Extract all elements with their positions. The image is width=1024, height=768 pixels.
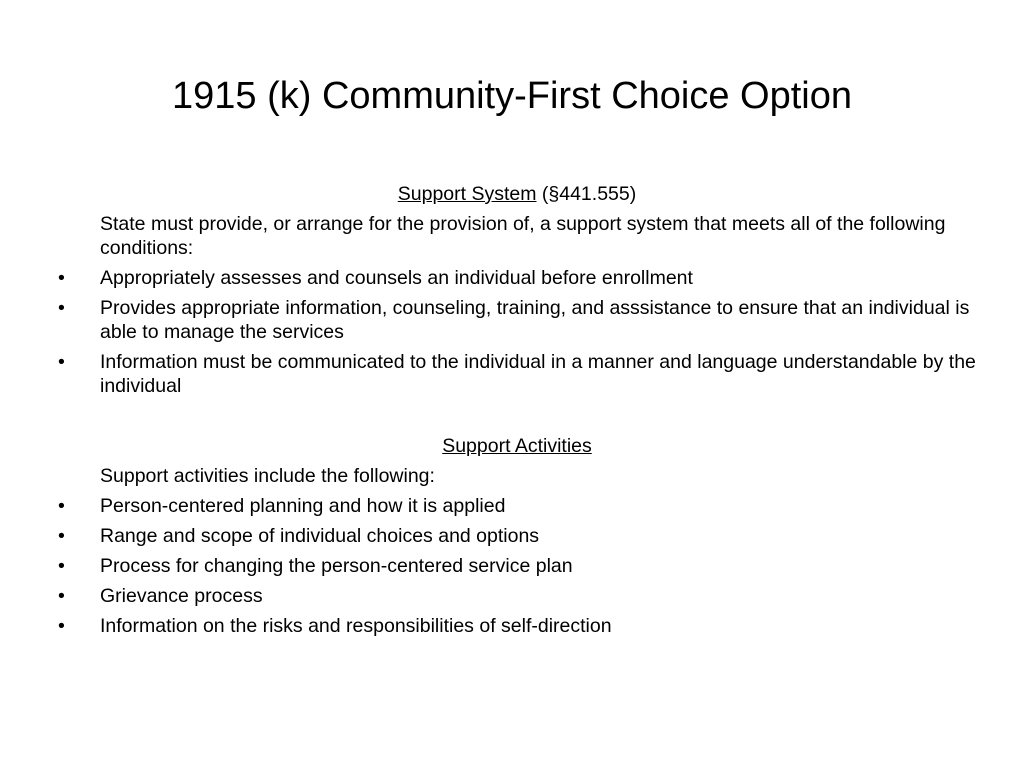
list-item bbox=[52, 494, 982, 518]
section-spacer bbox=[52, 404, 982, 434]
slide-title: 1915 (k) Community-First Choice Option bbox=[172, 75, 852, 117]
list-item-text: Process for changing the person-centered service plan bbox=[100, 555, 573, 577]
bullet-glyph: • bbox=[58, 555, 65, 577]
list-item bbox=[52, 584, 982, 608]
list-item-text: Range and scope of individual choices and options bbox=[100, 525, 540, 547]
list-item bbox=[52, 524, 982, 548]
list-item-text: Person-centered planning and how it is applied bbox=[100, 495, 506, 517]
bullet-glyph: • bbox=[58, 585, 65, 607]
section-heading-label: Support Activities bbox=[442, 435, 592, 457]
section-intro: Support activities include the following: bbox=[100, 465, 435, 487]
bullet-glyph: • bbox=[58, 297, 65, 319]
section-intro: State must provide, or arrange for the provision of, a support system that meets all of the following conditions: bbox=[100, 213, 946, 259]
list-item-text: Appropriately assesses and counsels an individual before enrollment bbox=[100, 267, 693, 289]
bullet-glyph: • bbox=[58, 267, 65, 289]
list-item-text: Information must be communicated to the individual in a manner and language understandable by the individual bbox=[100, 351, 976, 397]
list-item bbox=[52, 296, 982, 344]
section-heading-citation: (§441.555) bbox=[541, 183, 637, 205]
list-item bbox=[52, 266, 982, 290]
list-item-text: Grievance process bbox=[100, 585, 263, 607]
section-heading-support-system bbox=[52, 182, 982, 206]
bullet-glyph: • bbox=[58, 351, 65, 373]
bullet-glyph: • bbox=[58, 615, 65, 637]
list-item-text: Information on the risks and responsibilities of self-direction bbox=[100, 615, 612, 637]
bullet-glyph: • bbox=[58, 525, 65, 547]
bullet-glyph: • bbox=[58, 495, 65, 517]
list-item-text: Provides appropriate information, counseling, training, and asssistance to ensure that an individual is able to manage the services bbox=[100, 297, 970, 343]
slide-body bbox=[52, 182, 982, 644]
list-item bbox=[52, 614, 982, 638]
section-heading-label: Support System bbox=[397, 183, 537, 205]
list-item bbox=[52, 554, 982, 578]
section-heading-support-activities bbox=[52, 434, 982, 458]
support-activities-list bbox=[52, 494, 982, 638]
list-item bbox=[52, 350, 982, 398]
support-system-list bbox=[52, 266, 982, 398]
